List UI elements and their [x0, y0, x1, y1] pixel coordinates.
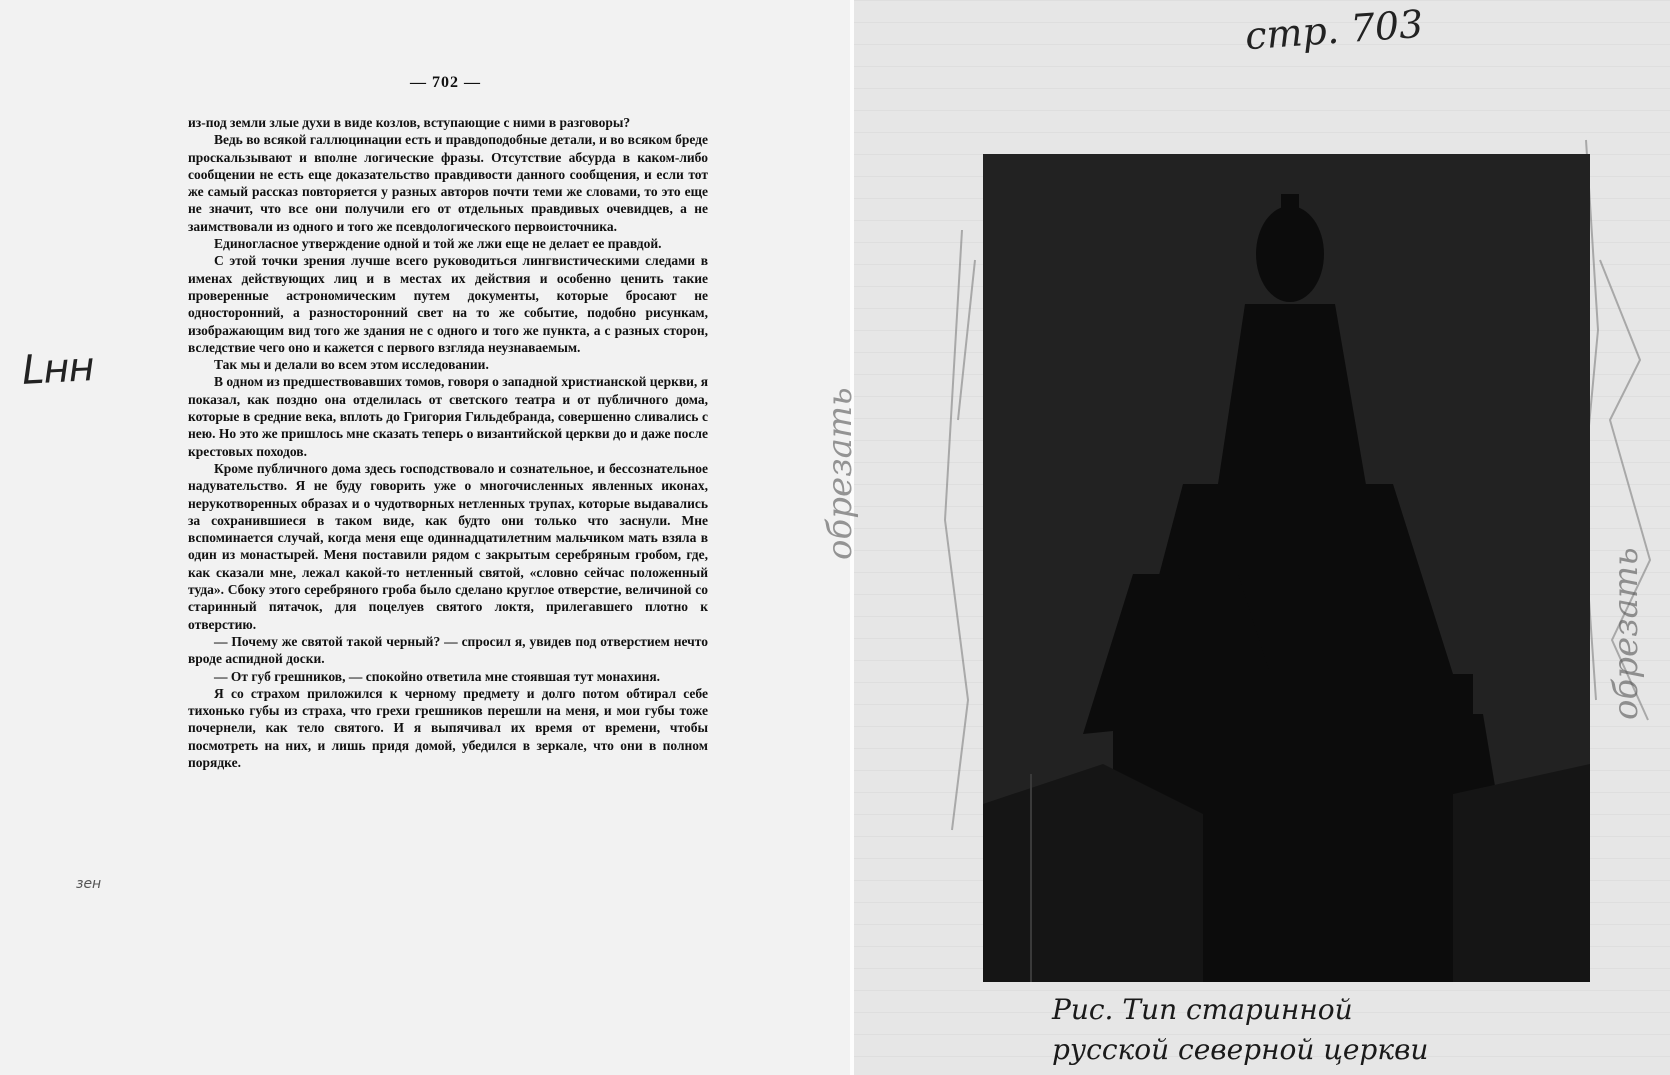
paragraph: В одном из предшествовавших томов, говоря о западной христианской церкви, я показал, как поздно она отделилась от светского театра и от публичного дома, которые в средние века, вплоть до Григория Гильдебранда, совершенно сливались с нею. Но это же пришлось мне сказать теперь о византийской церкви до и даже после крестовых походов. — [188, 374, 708, 459]
handwritten-caption — [1052, 990, 1572, 1070]
paragraph: из-под земли злые духи в виде козлов, вступающие с ними в разговоры? — [188, 115, 631, 130]
handwritten-side-note-right: обрезать — [1606, 547, 1646, 720]
paragraph: Кроме публичного дома здесь господствовало и сознательное, и бессознательное надувательство. Я не буду говорить уже о многочисленных явленных иконах, нерукотворенных образах и о чудотворных нетленных трупах, которые выдавались за сохранившиеся в таком виде, как будто они только что заснули. Мне вспоминается случай, когда меня еще одиннадцатилетним мальчиком мать взяла в один из монастырей. Меня поставили рядом с закрытым серебряным гробом, где, как сказали мне, лежал какой-то нетленный святой, «словно сейчас положенный туда». Сбоку этого серебряного гроба было сделано круглое отверстие, величиной со старинный пятачок, для поцелуев святого локтя, прилегавшего плотно к отверстию. — [188, 460, 708, 632]
paragraph: Я со страхом приложился к черному предмету и долго потом обтирал себе тихонько губы из страха, что грехи грешников перешли на меня, и мои губы тоже почернели, как тело святого. И я выпячивал их время от времени, чтобы посмотреть на них, и лишь придя домой, убедился в зеркале, что они в полном порядке. — [188, 685, 708, 770]
caption-line-1: Рис. Тип старинной — [1052, 993, 1353, 1026]
handwritten-margin-mark: зен — [76, 876, 102, 892]
paragraph: Ведь во всякой галлюцинации есть и правдоподобные детали, и во всяком бреде проскальзывают и вполне логические фразы. Отсутствие абсурда в каком-либо сообщении не есть еще доказательство правдивости данного сообщения, и если тот же самый рассказ повторяется у разных авторов почти теми же словами, то это еще не значит, что все они получили его от отдельных правдивых очевидцев, а не заимствовали из одного и того же псевдологического первоисточника. — [188, 132, 708, 234]
paragraph: С этой точки зрения лучше всего руководиться лингвистическими следами в именах действующих лиц и в местах их действия и особенно ценить такие проверенные астрономическим путем документы, которые бросают не односторонний, а разносторонний свет на то же событие, подобно рисункам, изображающим вид того же здания не с одного и того же пункта, а с разных сторон, вследствие чего оно и кажется с первого взгляда неузнаваемым. — [188, 253, 708, 355]
paragraph: Так мы и делали во всем этом исследовании. — [214, 357, 489, 373]
handwritten-margin-note: Lнн — [20, 344, 95, 394]
page-number: — 702 — — [410, 74, 481, 91]
church-photograph — [983, 154, 1590, 982]
caption-line-2: русской северной церкви — [1052, 1033, 1429, 1066]
paragraph: — Почему же святой такой черный? — спросил я, увидев под отверстием нечто вроде аспидной доски. — [188, 633, 708, 667]
paragraph: — От губ грешников, — спокойно ответила мне стоявшая тут монахиня. — [214, 668, 661, 684]
handwritten-page-reference: стр. 703 — [1243, 1, 1425, 59]
paragraph: Единогласное утверждение одной и той же лжи еще не делает ее правдой. — [214, 236, 662, 252]
handwritten-side-note-left: обрезать — [820, 387, 860, 560]
